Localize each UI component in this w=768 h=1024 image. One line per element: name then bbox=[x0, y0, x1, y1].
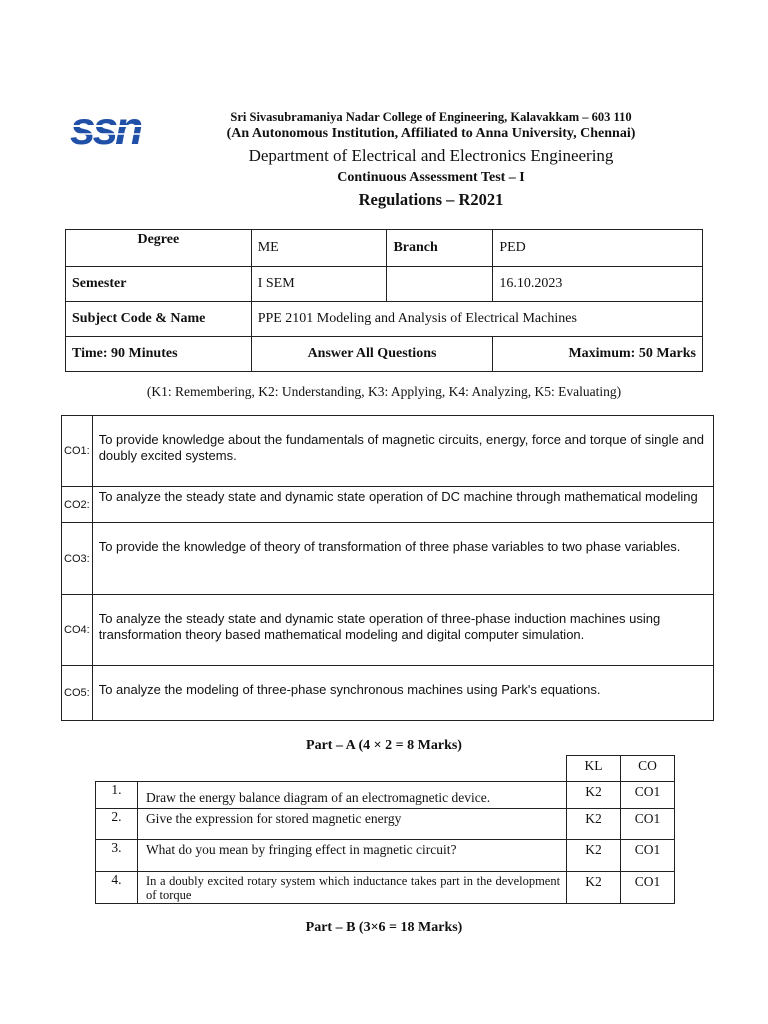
co-label: CO5: bbox=[62, 666, 93, 721]
info-table bbox=[65, 229, 703, 372]
question-kl: K2 bbox=[567, 872, 621, 904]
degree-value: ME bbox=[251, 230, 387, 267]
part-b-title: Part – B (3×6 = 18 Marks) bbox=[305, 920, 463, 935]
branch-value: PED bbox=[493, 230, 703, 267]
branch-label: Branch bbox=[387, 230, 493, 267]
co-label: CO3: bbox=[62, 523, 93, 595]
knowledge-level-legend: (K1: Remembering, K2: Understanding, K3: Applying, K4: Analyzing, K5: Evaluating) bbox=[146, 384, 622, 399]
subject-value: PPE 2101 Modeling and Analysis of Electrical Machines bbox=[251, 302, 702, 337]
semester-value: I SEM bbox=[251, 267, 387, 302]
semester-label: Semester bbox=[66, 267, 252, 302]
question-co: CO1 bbox=[621, 782, 675, 809]
question-number: 2. bbox=[96, 809, 138, 840]
question-row bbox=[96, 782, 675, 809]
logo-text: ssn bbox=[70, 108, 141, 152]
affiliation: (An Autonomous Institution, Affiliated to Anna University, Chennai) bbox=[226, 126, 636, 141]
co-text: To provide the knowledge of theory of transformation of three phase variables to two phase variables. bbox=[92, 523, 713, 595]
instruction: Answer All Questions bbox=[251, 337, 493, 372]
department: Department of Electrical and Electronics Engineering bbox=[248, 146, 614, 165]
question-row bbox=[96, 872, 675, 904]
question-text: Give the expression for stored magnetic energy bbox=[137, 809, 566, 840]
question-row bbox=[96, 809, 675, 840]
co-header: CO bbox=[621, 756, 675, 782]
exam-date: 16.10.2023 bbox=[493, 267, 703, 302]
time-label: Time: 90 Minutes bbox=[66, 337, 252, 372]
question-kl: K2 bbox=[567, 840, 621, 872]
college-name: Sri Sivasubramaniya Nadar College of Engineering, Kalavakkam – 603 110 bbox=[230, 110, 632, 124]
question-row bbox=[96, 840, 675, 872]
co-text: To analyze the modeling of three-phase synchronous machines using Park's equations. bbox=[92, 666, 713, 721]
co-text: To analyze the steady state and dynamic state operation of three-phase induction machines using transformation theory based mathematical modeling and digital computer simulation. bbox=[92, 595, 713, 666]
co-label: CO4: bbox=[62, 595, 93, 666]
co-text: To provide knowledge about the fundamentals of magnetic circuits, energy, force and torque of single and doubly excited systems. bbox=[92, 416, 713, 487]
question-co: CO1 bbox=[621, 872, 675, 904]
degree-label: Degree bbox=[66, 230, 252, 267]
question-text: Draw the energy balance diagram of an electromagnetic device. bbox=[137, 782, 566, 809]
question-number: 4. bbox=[96, 872, 138, 904]
question-text: In a doubly excited rotary system which inductance takes part in the development of torque bbox=[137, 872, 566, 904]
question-kl: K2 bbox=[567, 809, 621, 840]
course-outcomes-table bbox=[61, 415, 714, 721]
co-text: To analyze the steady state and dynamic state operation of DC machine through mathematical modeling bbox=[92, 487, 713, 523]
co-label: CO2: bbox=[62, 487, 93, 523]
test-name: Continuous Assessment Test – I bbox=[337, 170, 525, 185]
question-text: What do you mean by fringing effect in magnetic circuit? bbox=[137, 840, 566, 872]
question-co: CO1 bbox=[621, 809, 675, 840]
regulations: Regulations – R2021 bbox=[358, 190, 504, 209]
co-label: CO1: bbox=[62, 416, 93, 487]
maximum-marks: Maximum: 50 Marks bbox=[493, 337, 703, 372]
part-a-title: Part – A (4 × 2 = 8 Marks) bbox=[306, 738, 462, 753]
question-number: 1. bbox=[96, 782, 138, 809]
question-kl: K2 bbox=[567, 782, 621, 809]
question-number: 3. bbox=[96, 840, 138, 872]
subject-label: Subject Code & Name bbox=[66, 302, 252, 337]
empty-cell bbox=[387, 267, 493, 302]
kl-header: KL bbox=[567, 756, 621, 782]
question-co: CO1 bbox=[621, 840, 675, 872]
part-a-table bbox=[95, 755, 675, 904]
